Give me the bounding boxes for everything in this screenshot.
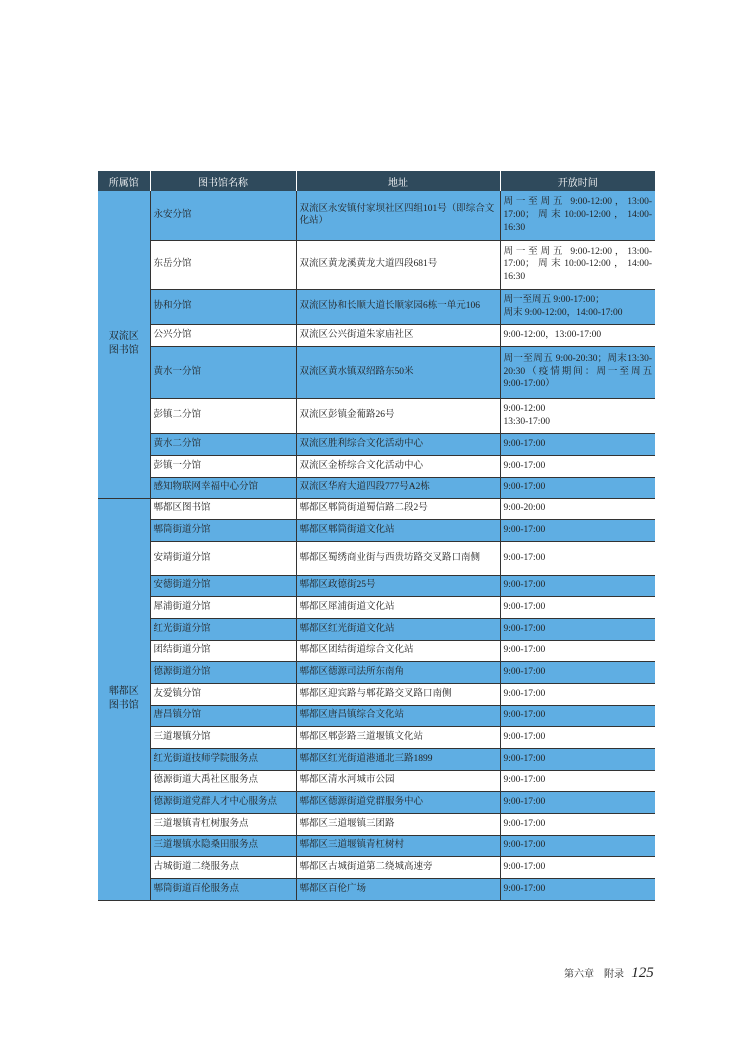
table-row — [98, 498, 655, 519]
table-row — [98, 455, 655, 477]
opening-hours-cell: 周一至周五 9:00-17:00； 周末 9:00-12:00，14:00-17:00 — [500, 289, 655, 324]
library-name-cell: 公兴分馆 — [150, 324, 296, 346]
opening-hours-cell: 9:00-17:00 — [500, 835, 655, 856]
library-name-cell: 唐昌镇分馆 — [150, 705, 296, 726]
address-cell: 郫都区蜀绣商业街与西贵坊路交叉路口南侧 — [296, 541, 500, 575]
opening-hours-cell: 9:00-17:00 — [500, 856, 655, 878]
library-name-cell: 永安分馆 — [150, 191, 296, 240]
address-cell: 郫都区犀浦街道文化站 — [296, 596, 500, 618]
opening-hours-cell: 9:00-17:00 — [500, 791, 655, 813]
address-cell: 郫都区红光街道港通北三路1899 — [296, 748, 500, 770]
opening-hours-cell: 9:00-17:00 — [500, 748, 655, 770]
table-body — [98, 191, 655, 900]
opening-hours-cell: 9:00-17:00 — [500, 455, 655, 477]
address-cell: 郫都区德源司法所东南角 — [296, 661, 500, 683]
page-number: 125 — [631, 965, 654, 981]
opening-hours-cell: 9:00-17:00 — [500, 770, 655, 791]
table-row — [98, 878, 655, 900]
library-name-cell: 犀浦街道分馆 — [150, 596, 296, 618]
opening-hours-cell: 9:00-17:00 — [500, 519, 655, 541]
address-cell: 郫都区团结街道综合文化站 — [296, 640, 500, 661]
address-cell: 双流区黄水镇双绍路东50米 — [296, 346, 500, 398]
address-cell: 郫都区古城街道第二绕城高速旁 — [296, 856, 500, 878]
opening-hours-cell: 周一至周五 9:00-12:00，13:00-17:00；周末10:00-12:00，14:00-16:30 — [500, 240, 655, 289]
table-row — [98, 191, 655, 240]
table-row — [98, 398, 655, 433]
table-row — [98, 813, 655, 835]
library-name-cell: 三道堰镇青杠树服务点 — [150, 813, 296, 835]
library-name-cell: 红光街道技师学院服务点 — [150, 748, 296, 770]
address-cell: 郫都区三道堰镇三团路 — [296, 813, 500, 835]
opening-hours-cell: 周一至周五 9:00-20:30；周末13:30-20:30（疫情期间：周一至周五 9:00-17:00） — [500, 346, 655, 398]
header-affiliation: 所属馆 — [98, 171, 150, 191]
library-name-cell: 协和分馆 — [150, 289, 296, 324]
address-cell: 双流区金桥综合文化活动中心 — [296, 455, 500, 477]
table-row — [98, 324, 655, 346]
address-cell: 郫都区郫筒街道文化站 — [296, 519, 500, 541]
opening-hours-cell: 9:00-17:00 — [500, 575, 655, 596]
table-row — [98, 726, 655, 748]
opening-hours-cell: 9:00-17:00 — [500, 705, 655, 726]
library-name-cell: 郫筒街道分馆 — [150, 519, 296, 541]
opening-hours-cell: 9:00-17:00 — [500, 661, 655, 683]
library-name-cell: 德源街道党群人才中心服务点 — [150, 791, 296, 813]
opening-hours-cell: 9:00-17:00 — [500, 618, 655, 640]
group-library-cell: 郫都区 图书馆 — [98, 498, 150, 900]
table-row — [98, 683, 655, 705]
opening-hours-cell: 9:00-17:00 — [500, 813, 655, 835]
table-row — [98, 705, 655, 726]
library-name-cell: 友爱镇分馆 — [150, 683, 296, 705]
library-name-cell: 团结街道分馆 — [150, 640, 296, 661]
table-row — [98, 240, 655, 289]
opening-hours-cell: 9:00-17:00 — [500, 433, 655, 455]
library-name-cell: 三道堰镇水隐桑田服务点 — [150, 835, 296, 856]
opening-hours-cell: 9:00-17:00 — [500, 640, 655, 661]
address-cell: 双流区黄龙溪黄龙大道四段681号 — [296, 240, 500, 289]
table-row — [98, 835, 655, 856]
library-name-cell: 德源街道分馆 — [150, 661, 296, 683]
library-name-cell: 感知物联网幸福中心分馆 — [150, 477, 296, 498]
library-name-cell: 黄水二分馆 — [150, 433, 296, 455]
opening-hours-cell: 9:00-17:00 — [500, 878, 655, 900]
address-cell: 郫都区政德街25号 — [296, 575, 500, 596]
page-footer — [564, 965, 654, 982]
library-name-cell: 红光街道分馆 — [150, 618, 296, 640]
table-header-row — [98, 171, 655, 191]
table-row — [98, 289, 655, 324]
table-row — [98, 770, 655, 791]
library-name-cell: 郫都区图书馆 — [150, 498, 296, 519]
library-name-cell: 东岳分馆 — [150, 240, 296, 289]
table-row — [98, 856, 655, 878]
library-name-cell: 彭镇二分馆 — [150, 398, 296, 433]
library-table — [98, 171, 655, 901]
address-cell: 郫都区清水河城市公园 — [296, 770, 500, 791]
opening-hours-cell: 9:00-17:00 — [500, 726, 655, 748]
opening-hours-cell: 9:00-17:00 — [500, 541, 655, 575]
address-cell: 郫都区郫筒街道蜀信路二段2号 — [296, 498, 500, 519]
library-name-cell: 安德街道分馆 — [150, 575, 296, 596]
opening-hours-cell: 9:00-17:00 — [500, 683, 655, 705]
address-cell: 郫都区百伦广场 — [296, 878, 500, 900]
header-library-name: 图书馆名称 — [150, 171, 296, 191]
address-cell: 双流区公兴街道朱家庙社区 — [296, 324, 500, 346]
opening-hours-cell: 9:00-12:00，13:00-17:00 — [500, 324, 655, 346]
address-cell: 双流区协和长顺大道长顺家园6栋一单元106 — [296, 289, 500, 324]
address-cell: 郫都区郫彭路三道堰镇文化站 — [296, 726, 500, 748]
table-row — [98, 618, 655, 640]
table-row — [98, 640, 655, 661]
address-cell: 郫都区唐昌镇综合文化站 — [296, 705, 500, 726]
opening-hours-cell: 9:00-17:00 — [500, 477, 655, 498]
address-cell: 郫都区德源街道党群服务中心 — [296, 791, 500, 813]
table-row — [98, 346, 655, 398]
address-cell: 双流区彭镇金葡路26号 — [296, 398, 500, 433]
header-opening-hours: 开放时间 — [500, 171, 655, 191]
address-cell: 郫都区三道堰镇青杠树村 — [296, 835, 500, 856]
table-row — [98, 661, 655, 683]
library-name-cell: 彭镇一分馆 — [150, 455, 296, 477]
library-name-cell: 黄水一分馆 — [150, 346, 296, 398]
table-row — [98, 791, 655, 813]
library-name-cell: 郫筒街道百伦服务点 — [150, 878, 296, 900]
table-row — [98, 433, 655, 455]
group-library-cell: 双流区 图书馆 — [98, 191, 150, 498]
library-name-cell: 三道堰镇分馆 — [150, 726, 296, 748]
table-row — [98, 748, 655, 770]
address-cell: 双流区胜利综合文化活动中心 — [296, 433, 500, 455]
address-cell: 郫都区红光街道文化站 — [296, 618, 500, 640]
table-row — [98, 519, 655, 541]
library-name-cell: 安靖街道分馆 — [150, 541, 296, 575]
chapter-label: 第六章 附录 — [564, 969, 624, 980]
opening-hours-cell: 9:00-12:00 13:30-17:00 — [500, 398, 655, 433]
library-name-cell: 德源街道大禹社区服务点 — [150, 770, 296, 791]
table-row — [98, 575, 655, 596]
table-row — [98, 541, 655, 575]
header-address: 地址 — [296, 171, 500, 191]
opening-hours-cell: 9:00-17:00 — [500, 596, 655, 618]
address-cell: 郫都区迎宾路与郫花路交叉路口南侧 — [296, 683, 500, 705]
library-name-cell: 古城街道二绕服务点 — [150, 856, 296, 878]
address-cell: 双流区永安镇付家坝社区四组101号（即综合文化站） — [296, 191, 500, 240]
table-row — [98, 477, 655, 498]
opening-hours-cell: 9:00-20:00 — [500, 498, 655, 519]
table-row — [98, 596, 655, 618]
opening-hours-cell: 周一至周五 9:00-12:00，13:00-17:00；周末10:00-12:00，14:00-16:30 — [500, 191, 655, 240]
address-cell: 双流区华府大道四段777号A2栋 — [296, 477, 500, 498]
